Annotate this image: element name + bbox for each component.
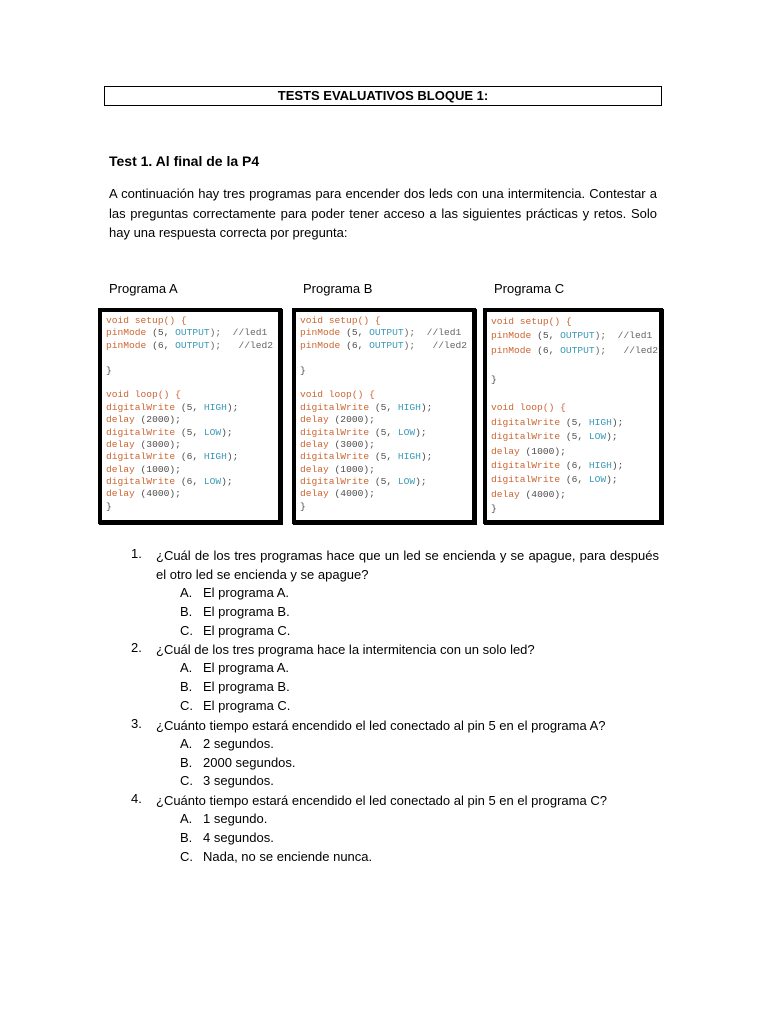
code-token: LOW xyxy=(397,426,416,438)
code-token: (1000); xyxy=(134,463,181,475)
option-letter: B. xyxy=(180,829,193,845)
code-token: (5, xyxy=(531,330,561,342)
code-token: pinMode xyxy=(300,327,341,339)
question-item xyxy=(131,791,659,866)
question-number: 4. xyxy=(131,791,142,807)
code-line xyxy=(300,389,472,401)
option-text: 1 segundo. xyxy=(203,811,268,827)
question-number: 2. xyxy=(131,640,142,656)
question-number: 1. xyxy=(131,546,142,561)
code-line xyxy=(491,416,659,430)
code-token: delay xyxy=(300,414,329,426)
code-token: delay xyxy=(106,438,135,450)
code-token: ); xyxy=(226,401,239,413)
question-item xyxy=(131,546,659,640)
answer-option xyxy=(180,735,659,754)
code-token: (5, xyxy=(369,451,398,463)
code-token: pinMode xyxy=(300,339,341,351)
question-text: ¿Cuál de los tres programas hace que un led se encienda y se apague, para después el otro led se encienda y se apague? xyxy=(156,548,659,582)
code-token: (5, xyxy=(146,327,176,339)
program-c-code-image xyxy=(483,308,663,524)
code-token: (4000); xyxy=(134,488,181,500)
code-token: digitalWrite xyxy=(300,451,370,463)
code-token: } xyxy=(106,364,112,376)
code-token: (6, xyxy=(340,339,370,351)
code-token: LOW xyxy=(397,476,416,488)
answer-option xyxy=(180,678,659,697)
code-token: pinMode xyxy=(491,344,532,356)
code-token: (5, xyxy=(175,401,204,413)
code-token: LOW xyxy=(588,431,607,443)
code-line xyxy=(300,439,472,451)
code-line xyxy=(106,464,278,476)
code-line xyxy=(106,377,278,389)
code-token: pinMode xyxy=(106,327,147,339)
answer-option xyxy=(180,848,659,867)
answer-option xyxy=(180,584,659,603)
code-token: digitalWrite xyxy=(106,476,176,488)
code-token: (5, xyxy=(369,476,398,488)
code-token: (5, xyxy=(340,327,370,339)
code-token: delay xyxy=(300,463,329,475)
answer-option xyxy=(180,754,659,773)
option-letter: A. xyxy=(180,735,193,751)
code-token: ); //led1 xyxy=(209,327,268,339)
program-b-label: Programa B xyxy=(303,281,373,296)
option-text: El programa C. xyxy=(203,697,291,713)
code-line xyxy=(106,414,278,426)
program-a-label: Programa A xyxy=(109,281,178,296)
code-token: digitalWrite xyxy=(491,416,561,428)
code-token: (6, xyxy=(531,344,561,356)
code-token: ); xyxy=(420,451,433,463)
code-token: (5, xyxy=(560,431,589,443)
code-token: digitalWrite xyxy=(491,474,561,486)
code-token: (5, xyxy=(560,416,589,428)
option-text: Nada, no se enciende nunca. xyxy=(203,848,373,864)
code-line xyxy=(300,488,472,500)
program-a-code-image xyxy=(98,308,282,524)
code-token: (3000); xyxy=(134,438,181,450)
code-token: delay xyxy=(491,445,520,457)
code-token: (6, xyxy=(175,451,204,463)
option-list xyxy=(156,584,659,640)
code-token: HIGH xyxy=(203,401,227,413)
answer-option xyxy=(180,810,659,829)
code-line xyxy=(491,445,659,459)
code-token: ); xyxy=(415,476,427,488)
code-token: digitalWrite xyxy=(106,451,176,463)
code-token: HIGH xyxy=(203,451,227,463)
code-token: (5, xyxy=(369,426,398,438)
code-token: delay xyxy=(106,488,135,500)
code-token: digitalWrite xyxy=(491,459,561,471)
question-item xyxy=(131,640,659,715)
option-letter: A. xyxy=(180,585,193,600)
code-line xyxy=(300,427,472,439)
question-item xyxy=(131,716,659,791)
option-text: El programa B. xyxy=(203,603,290,619)
code-line xyxy=(300,464,472,476)
code-token: LOW xyxy=(203,426,222,438)
option-letter: B. xyxy=(180,754,193,770)
option-text: 2 segundos. xyxy=(203,735,274,751)
code-token: (1000); xyxy=(328,463,375,475)
option-letter: C. xyxy=(180,622,193,638)
code-line xyxy=(491,430,659,444)
code-token: ); xyxy=(415,426,427,438)
option-text: 2000 segundos. xyxy=(203,754,296,770)
code-token: digitalWrite xyxy=(491,431,561,443)
option-letter: C. xyxy=(180,773,193,789)
question-number: 3. xyxy=(131,715,142,731)
code-token: ); //led2 xyxy=(403,339,467,351)
code-line xyxy=(106,365,278,377)
code-line xyxy=(106,451,278,463)
code-token: } xyxy=(491,503,497,515)
code-line xyxy=(491,473,659,487)
code-token: ); //led2 xyxy=(209,339,273,351)
code-token: } xyxy=(106,500,112,512)
question-text: ¿Cuánto tiempo estará encendido el led conectado al pin 5 en el programa A? xyxy=(156,717,606,733)
code-token: ); xyxy=(221,426,233,438)
code-token: (1000); xyxy=(519,445,566,457)
code-line xyxy=(491,387,659,401)
code-token: void setup() { xyxy=(300,315,381,326)
option-letter: B. xyxy=(180,679,193,695)
option-letter: B. xyxy=(180,603,193,619)
document-title: TESTS EVALUATIVOS BLOQUE 1: xyxy=(104,86,662,106)
code-token: ); xyxy=(420,401,433,413)
code-token: digitalWrite xyxy=(300,476,370,488)
code-token: HIGH xyxy=(588,416,612,428)
code-token: delay xyxy=(106,414,135,426)
code-line xyxy=(300,476,472,488)
code-token: OUTPUT xyxy=(369,339,404,351)
option-text: El programa B. xyxy=(203,679,290,695)
code-token: OUTPUT xyxy=(369,327,404,339)
code-token: ); xyxy=(221,476,233,488)
code-token: (5, xyxy=(175,426,204,438)
code-line xyxy=(106,439,278,451)
code-token: ); xyxy=(611,459,624,471)
answer-option xyxy=(180,772,659,791)
code-token: HIGH xyxy=(397,401,421,413)
code-line xyxy=(300,402,472,414)
answer-option xyxy=(180,697,659,716)
option-list xyxy=(156,810,659,866)
option-text: El programa A. xyxy=(203,660,289,676)
code-token: (4000); xyxy=(519,488,566,500)
code-line xyxy=(300,352,472,364)
code-token: ); xyxy=(226,451,239,463)
code-line xyxy=(491,488,659,502)
code-token: (6, xyxy=(560,459,589,471)
option-letter: C. xyxy=(180,697,193,713)
option-letter: A. xyxy=(180,811,193,827)
code-token: void loop() { xyxy=(491,402,566,414)
code-line xyxy=(300,414,472,426)
program-c-label: Programa C xyxy=(494,281,565,296)
code-line xyxy=(106,501,278,513)
code-line xyxy=(106,352,278,364)
code-line xyxy=(491,315,659,329)
code-token: digitalWrite xyxy=(300,401,370,413)
code-token: ); xyxy=(606,474,618,486)
code-token: (3000); xyxy=(328,438,375,450)
code-line xyxy=(300,377,472,389)
code-token: (6, xyxy=(560,474,589,486)
option-text: 4 segundos. xyxy=(203,829,274,845)
code-token: } xyxy=(300,500,306,512)
code-token: (4000); xyxy=(328,488,375,500)
code-token: ); xyxy=(606,431,618,443)
question-text: ¿Cuál de los tres programa hace la intermitencia con un solo led? xyxy=(156,642,535,658)
code-token: delay xyxy=(300,488,329,500)
code-line xyxy=(106,389,278,401)
code-line xyxy=(106,340,278,352)
code-token: ); xyxy=(611,416,624,428)
option-list xyxy=(156,659,659,715)
code-line xyxy=(491,502,659,516)
test-heading: Test 1. Al final de la P4 xyxy=(109,153,260,169)
code-token: OUTPUT xyxy=(175,327,210,339)
code-token: digitalWrite xyxy=(300,426,370,438)
code-token: digitalWrite xyxy=(106,426,176,438)
code-line xyxy=(300,365,472,377)
option-text: El programa A. xyxy=(203,585,289,600)
code-line xyxy=(491,373,659,387)
option-letter: C. xyxy=(180,848,193,864)
code-token: pinMode xyxy=(106,339,147,351)
code-token: OUTPUT xyxy=(175,339,210,351)
code-token: OUTPUT xyxy=(560,344,595,356)
option-list xyxy=(156,735,659,791)
code-token: void setup() { xyxy=(491,316,572,327)
code-token: delay xyxy=(300,438,329,450)
option-letter: A. xyxy=(180,660,193,676)
code-line xyxy=(491,344,659,358)
code-line xyxy=(300,451,472,463)
code-token: ); //led2 xyxy=(594,344,658,356)
code-line xyxy=(491,459,659,473)
code-token: ); //led1 xyxy=(594,330,653,342)
code-token: } xyxy=(300,364,306,376)
code-token: } xyxy=(491,373,497,385)
code-token: (2000); xyxy=(134,414,181,426)
code-token: void loop() { xyxy=(106,389,181,401)
code-token: pinMode xyxy=(491,330,532,342)
code-line xyxy=(300,315,472,327)
question-list xyxy=(131,546,659,867)
code-line xyxy=(106,488,278,500)
option-text: El programa C. xyxy=(203,622,291,638)
program-b-code-image xyxy=(292,308,476,524)
answer-option xyxy=(180,829,659,848)
answer-option xyxy=(180,659,659,678)
code-token: LOW xyxy=(588,474,607,486)
code-token: delay xyxy=(106,463,135,475)
code-line xyxy=(106,476,278,488)
code-line xyxy=(106,327,278,339)
answer-option xyxy=(180,603,659,622)
code-line xyxy=(300,340,472,352)
code-line xyxy=(106,315,278,327)
code-token: void loop() { xyxy=(300,389,375,401)
code-line xyxy=(300,501,472,513)
code-token: HIGH xyxy=(588,459,612,471)
code-token: HIGH xyxy=(397,451,421,463)
code-token: (5, xyxy=(369,401,398,413)
code-token: LOW xyxy=(203,476,222,488)
code-line xyxy=(106,427,278,439)
code-token: (6, xyxy=(146,339,176,351)
code-token: OUTPUT xyxy=(560,330,595,342)
intro-paragraph: A continuación hay tres programas para encender dos leds con una intermitencia. Contestar a las preguntas correctamente para poder tener acceso a las siguientes prácticas y retos. Solo hay una respuesta correcta por pregunta: xyxy=(109,186,657,240)
code-token: delay xyxy=(491,488,520,500)
code-token: digitalWrite xyxy=(106,401,176,413)
question-text: ¿Cuánto tiempo estará encendido el led conectado al pin 5 en el programa C? xyxy=(156,793,607,809)
code-token: ); //led1 xyxy=(403,327,462,339)
code-line xyxy=(491,358,659,372)
code-line xyxy=(106,402,278,414)
code-token: (6, xyxy=(175,476,204,488)
code-line xyxy=(491,401,659,415)
code-line xyxy=(491,329,659,343)
answer-option xyxy=(180,622,659,641)
code-token: void setup() { xyxy=(106,315,187,326)
code-token: (2000); xyxy=(328,414,375,426)
code-line xyxy=(300,327,472,339)
option-text: 3 segundos. xyxy=(203,773,274,789)
